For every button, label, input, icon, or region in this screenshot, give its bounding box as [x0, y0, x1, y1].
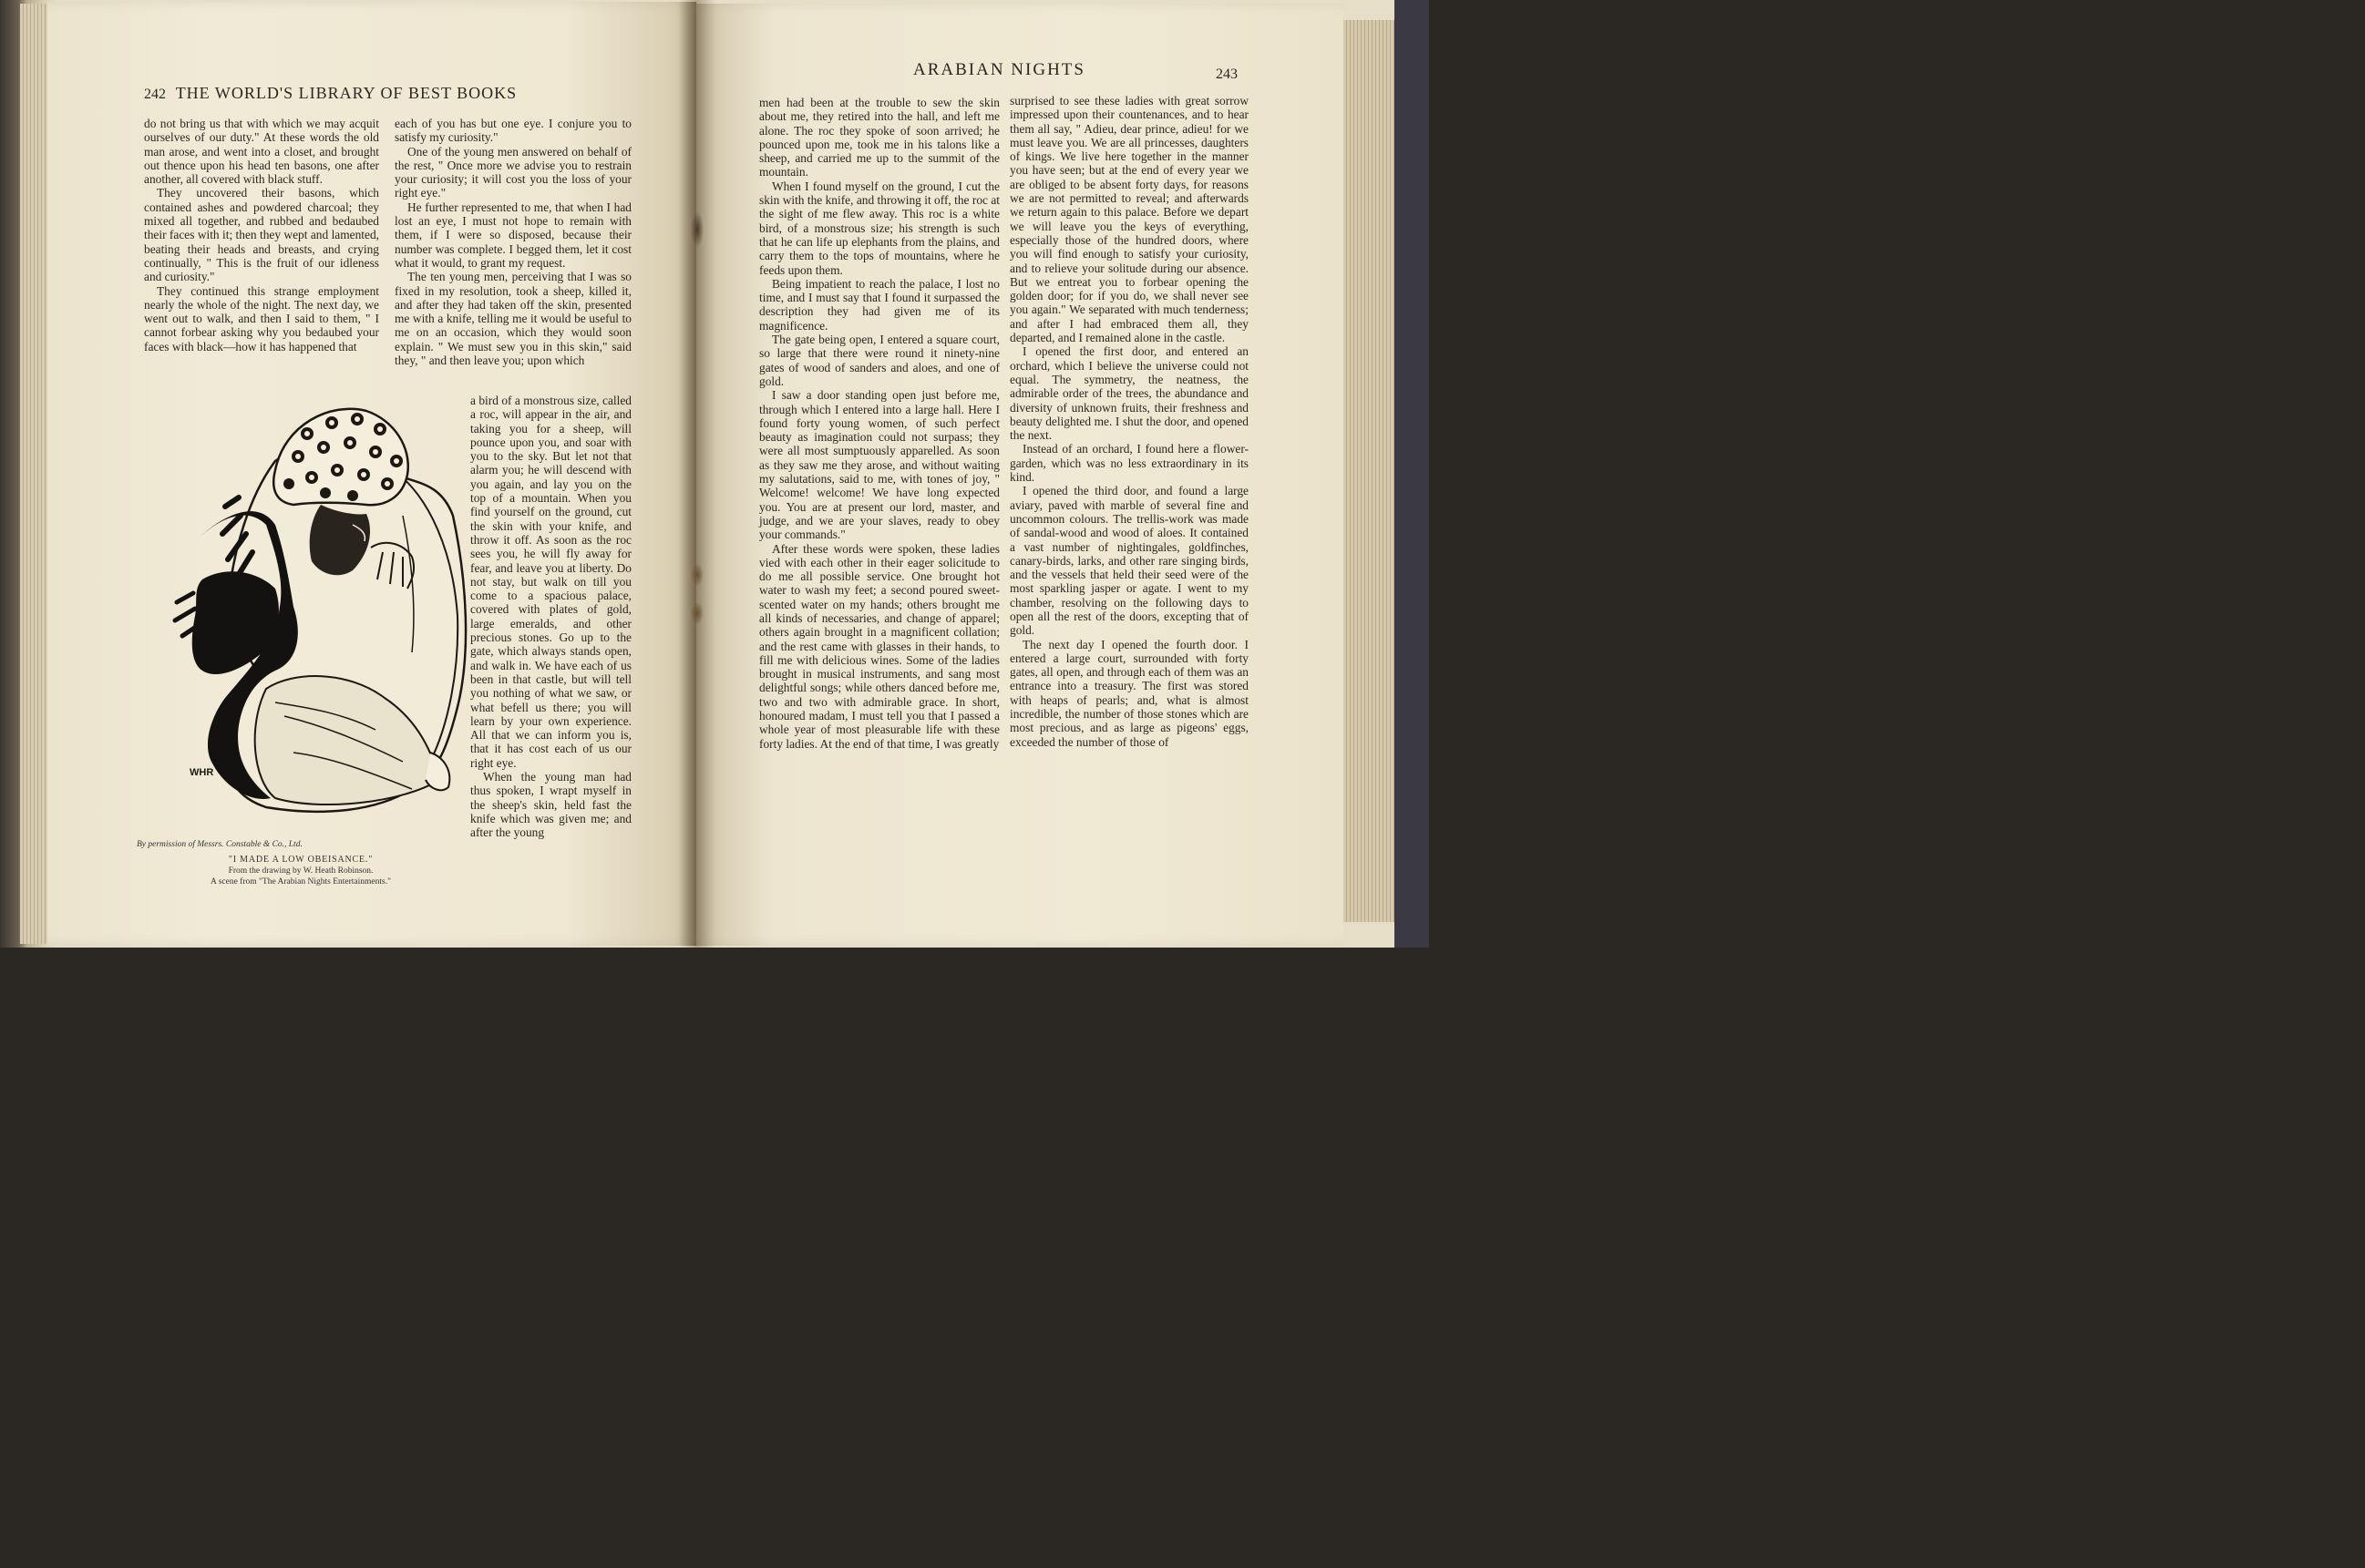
paragraph: The next day I opened the fourth door. I entered a large court, surrounded with forty gates, all open, and through each of them was an entrance into a treasury. The first was stored with heaps of pearls; and, what is almost incredible, the number of those stones which are most precious, and as large as pigeons' eggs, exceeded the number of those of [1010, 637, 1249, 749]
paragraph: When I found myself on the ground, I cut the skin with the knife, and throwing it off, the roc at the sight of me flew away. This roc is a white bird, of a monstrous size; his strength is such that he can life up elephants from the plains, and carry them to the tops of mountains, where he feeds upon them. [759, 179, 1000, 277]
right-column-2 [1010, 94, 1249, 749]
page-number: 243 [1216, 67, 1238, 82]
right-page-edges [1343, 20, 1400, 922]
left-running-head [144, 84, 517, 103]
artist-signature: WHR [190, 767, 214, 778]
page-number: 242 [144, 87, 166, 102]
book-cover [1394, 0, 1429, 948]
caption-line: A scene from "The Arabian Nights Entertainments." [211, 877, 391, 886]
left-column-2-bottom [470, 394, 632, 840]
running-head-title: THE WORLD'S LIBRARY OF BEST BOOKS [175, 84, 518, 102]
paragraph: each of you has but one eye. I conjure you to satisfy my curiosity." [395, 117, 632, 145]
paragraph: The gate being open, I entered a square court, so large that there were round it ninety-nine gates of wood of sanders and aloes, and one of gold. [759, 333, 1000, 388]
paragraph: The ten young men, perceiving that I was so fixed in my resolution, took a sheep, killed it, and after they had taken off the skin, presented me with a knife, telling me it would be useful to me on an occasion, which they would soon explain. " We must sew you in this skin," said they, " and then leave you; upon which [395, 270, 632, 368]
paragraph: After these words were spoken, these ladies vied with each other in their eager solicitude to do me all possible service. One brought hot water to wash my feet; a second poured sweet-scented water on my hands; others brought me all kinds of necessaries, and change of apparel; others again brought in a magnificent collation; and the rest came with glasses in their hands, to fill me with delicious wines. Some of the ladies brought in musical instruments, and sang most delightful songs; while others danced before me, two and two with admirable grace. In short, honoured madam, I must tell you that I passed a whole year of most pleasurable life with these forty ladies. At the end of that time, I was greatly [759, 541, 1000, 751]
paragraph: I opened the first door, and entered an orchard, which I believe the universe could not equal. The symmetry, the neatness, the admirable order of the trees, the abundance and diversity of unknown fruits, their freshness and beauty delighted me. I shut the door, and opened the next. [1010, 344, 1249, 443]
ink-stain [691, 601, 704, 625]
caption-line: From the drawing by W. Heath Robinson. [228, 866, 374, 876]
ink-stain [691, 211, 704, 248]
paragraph: surprised to see these ladies with great sorrow impressed upon their countenances, and to hear them all say, " Adieu, dear prince, adieu! for we must leave you. We are all princesses, daughters of kings. We live here together in the manner you have seen; but at the end of every year we are obliged to be absent forty days, for reasons we are not permitted to reveal; and afterwards we return again to this palace. Before we depart we will leave you the keys of everything, especially those of the hundred doors, where you will find enough to satisfy your curiosity, and to relieve your solitude during our absence. But we entreat you to forbear opening the golden door; for if you do, we shall never see you again." We separated with much tenderness; and after I had embraced them all, they departed, and I remained alone in the castle. [1010, 94, 1249, 345]
paragraph: When the young man had thus spoken, I wrapt myself in the sheep's skin, held fast the knife which was given me; and after the young [470, 770, 632, 840]
paragraph: He further represented to me, that when I had lost an eye, I must not hope to remain with them, if I were so disposed, because their number was complete. I begged them, let it cost what it would, to grant my request. [395, 200, 632, 270]
paragraph: They continued this strange employment nearly the whole of the night. The next day, we went out to walk, and then I said to them, " I cannot forbear asking why you bedaubed your faces with black—how it has happened that [144, 283, 379, 354]
left-column-1 [144, 117, 379, 354]
left-page [47, 2, 696, 946]
paragraph: I saw a door standing open just before me, through which I entered into a large hall. Here I found forty young women, of such perfect beauty as imagination could not surpass; they were all most sumptuously apparelled. As soon as they saw me they arose, and without waiting my salutations, said to me, with tones of joy, " Welcome! welcome! We have long expected you. You are at present our lord, master, and judge, and we are your slaves, ready to obey your commands." [759, 388, 1000, 542]
paragraph: Being impatient to reach the palace, I lost no time, and I must say that I found it surpassed the description they had given me of its magnificence. [759, 276, 1000, 333]
open-book [0, 0, 1429, 948]
left-column-2-top [395, 117, 632, 367]
paragraph: I opened the third door, and found a large aviary, paved with marble of several fine and uncommon colours. The trellis-work was made of sandal-wood and wood of aloes. It contained a vast number of nightingales, goldfinches, canary-birds, larks, and other rare singing birds, and the vessels that held their seed were of the most sparkling jasper or agate. I went to my chamber, resolving on the following days to open all the rest of the doors, excepting that of gold. [1010, 484, 1249, 638]
illustration-credit: By permission of Messrs. Constable & Co., Ltd. [137, 840, 303, 849]
right-running-head: ARABIAN NIGHTS [913, 60, 1085, 79]
caption-title: "I MADE A LOW OBEISANCE." [228, 855, 374, 865]
paragraph: a bird of a monstrous size, called a roc, will appear in the air, and taking you for a sheep, will pounce upon you, and soar with you to the sky. But let not that alarm you; he will descend with you again, and lay you on the top of a mountain. When you find yourself on the ground, cut the skin with your knife, and throw it off. As soon as the roc sees you, he will fly away for fear, and leave you at liberty. Do not stay, but walk on till you come to a spacious palace, covered with plates of gold, large emeralds, and other precious stones. Go up to the gate, which always stands open, and walk in. We have each of us been in that castle, but will tell you nothing of what we saw, or what befell us there; you will learn by your own experience. All that we can inform you is, that it has cost each of us our right eye. [470, 394, 632, 770]
paragraph: Instead of an orchard, I found here a flower-garden, which was no less extraordinary in its kind. [1010, 442, 1249, 485]
right-page [696, 4, 1343, 946]
paragraph: do not bring us that with which we may acquit ourselves of our duty." At these words the old man arose, and went into a closet, and brought out thence upon his head ten basons, one after another, all covered with black stuff. [144, 117, 379, 187]
illustration-caption [137, 855, 465, 887]
paragraph: They uncovered their basons, which contained ashes and powdered charcoal; they mixed all together, and rubbed and bedaubed their faces with it; then they wept and lamented, beating their heads and breasts, and crying continually, " This is the fruit of our idleness and curiosity." [144, 186, 379, 284]
right-column-1 [759, 96, 1000, 751]
right-page-number-wrap [1216, 64, 1238, 83]
paragraph: One of the young men answered on behalf of the rest, " Once more we advise you to restrain your curiosity; it will cost you the loss of your right eye." [395, 144, 632, 200]
ink-stain [691, 563, 704, 587]
paragraph: men had been at the trouble to sew the skin about me, they retired into the hall, and left me alone. The roc they spoke of soon arrived; he pounced upon me, took me in his talons like a sheep, and carried me up to the summit of the mountain. [759, 96, 1000, 179]
illustration-obeisance [139, 397, 468, 829]
